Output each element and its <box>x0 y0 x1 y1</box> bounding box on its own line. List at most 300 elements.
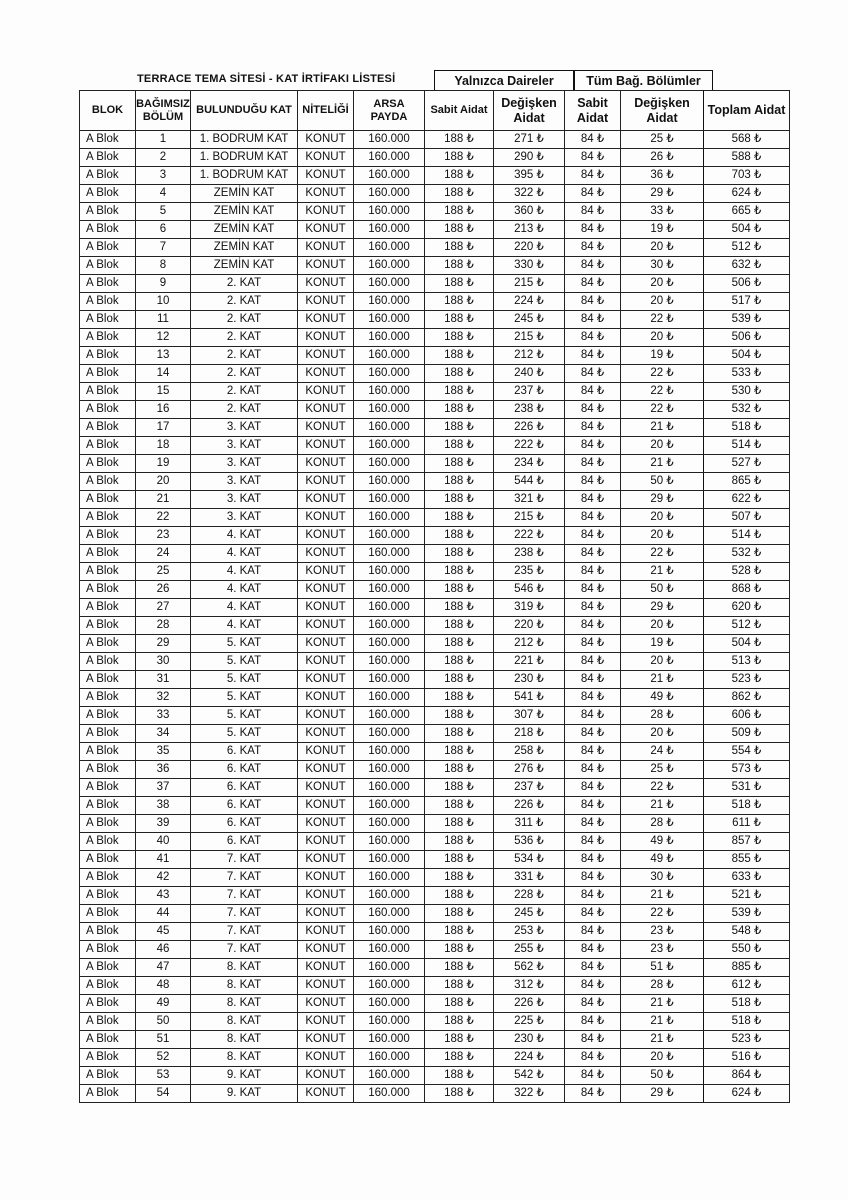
cell-degisken-aidat-tum: 22 ₺ <box>621 401 704 419</box>
table-row <box>80 401 790 419</box>
cell-bagimsiz-bolum: 41 <box>136 851 191 869</box>
cell-degisken-aidat-daireler: 360 ₺ <box>494 203 565 221</box>
cell-sabit-aidat-daireler: 188 ₺ <box>425 149 494 167</box>
cell-blok: A Blok <box>80 779 136 797</box>
cell-toplam-aidat: 513 ₺ <box>704 653 790 671</box>
cell-bagimsiz-bolum: 48 <box>136 977 191 995</box>
cell-degisken-aidat-daireler: 307 ₺ <box>494 707 565 725</box>
cell-degisken-aidat-daireler: 240 ₺ <box>494 365 565 383</box>
table-row <box>80 563 790 581</box>
cell-degisken-aidat-daireler: 319 ₺ <box>494 599 565 617</box>
cell-sabit-aidat-daireler: 188 ₺ <box>425 671 494 689</box>
cell-toplam-aidat: 507 ₺ <box>704 509 790 527</box>
cell-arsa-payda: 160.000 <box>354 851 425 869</box>
cell-blok: A Blok <box>80 1067 136 1085</box>
cell-toplam-aidat: 530 ₺ <box>704 383 790 401</box>
cell-arsa-payda: 160.000 <box>354 293 425 311</box>
cell-sabit-aidat-daireler: 188 ₺ <box>425 779 494 797</box>
cell-degisken-aidat-tum: 20 ₺ <box>621 275 704 293</box>
cell-bulundugu-kat: 7. KAT <box>191 923 298 941</box>
cell-bagimsiz-bolum: 24 <box>136 545 191 563</box>
cell-degisken-aidat-daireler: 212 ₺ <box>494 635 565 653</box>
cell-bagimsiz-bolum: 25 <box>136 563 191 581</box>
cell-bulundugu-kat: 2. KAT <box>191 275 298 293</box>
cell-toplam-aidat: 703 ₺ <box>704 167 790 185</box>
table-row <box>80 149 790 167</box>
cell-blok: A Blok <box>80 221 136 239</box>
cell-sabit-aidat-tum: 84 ₺ <box>565 275 621 293</box>
cell-toplam-aidat: 532 ₺ <box>704 401 790 419</box>
cell-niteligi: KONUT <box>298 1013 354 1031</box>
cell-toplam-aidat: 868 ₺ <box>704 581 790 599</box>
cell-degisken-aidat-tum: 23 ₺ <box>621 941 704 959</box>
cell-sabit-aidat-daireler: 188 ₺ <box>425 581 494 599</box>
cell-arsa-payda: 160.000 <box>354 671 425 689</box>
cell-degisken-aidat-daireler: 542 ₺ <box>494 1067 565 1085</box>
cell-bagimsiz-bolum: 51 <box>136 1031 191 1049</box>
cell-degisken-aidat-daireler: 215 ₺ <box>494 329 565 347</box>
cell-toplam-aidat: 517 ₺ <box>704 293 790 311</box>
cell-degisken-aidat-tum: 29 ₺ <box>621 185 704 203</box>
cell-toplam-aidat: 509 ₺ <box>704 725 790 743</box>
cell-degisken-aidat-daireler: 230 ₺ <box>494 1031 565 1049</box>
cell-sabit-aidat-daireler: 188 ₺ <box>425 239 494 257</box>
cell-arsa-payda: 160.000 <box>354 977 425 995</box>
cell-toplam-aidat: 523 ₺ <box>704 671 790 689</box>
cell-sabit-aidat-daireler: 188 ₺ <box>425 419 494 437</box>
col-header-degisken-aidat-daireler: Değişken Aidat <box>494 91 565 131</box>
cell-bulundugu-kat: 4. KAT <box>191 563 298 581</box>
cell-degisken-aidat-tum: 21 ₺ <box>621 1013 704 1031</box>
table-row <box>80 941 790 959</box>
cell-degisken-aidat-daireler: 258 ₺ <box>494 743 565 761</box>
cell-sabit-aidat-tum: 84 ₺ <box>565 887 621 905</box>
cell-niteligi: KONUT <box>298 851 354 869</box>
cell-degisken-aidat-tum: 28 ₺ <box>621 707 704 725</box>
cell-sabit-aidat-tum: 84 ₺ <box>565 401 621 419</box>
cell-arsa-payda: 160.000 <box>354 815 425 833</box>
cell-arsa-payda: 160.000 <box>354 1031 425 1049</box>
col-header-niteligi: NİTELİĞİ <box>298 91 354 131</box>
cell-bulundugu-kat: ZEMİN KAT <box>191 257 298 275</box>
cell-niteligi: KONUT <box>298 401 354 419</box>
cell-degisken-aidat-daireler: 237 ₺ <box>494 779 565 797</box>
cell-arsa-payda: 160.000 <box>354 275 425 293</box>
cell-degisken-aidat-daireler: 253 ₺ <box>494 923 565 941</box>
col-header-toplam-aidat: Toplam Aidat <box>704 91 790 131</box>
cell-degisken-aidat-tum: 22 ₺ <box>621 545 704 563</box>
cell-arsa-payda: 160.000 <box>354 383 425 401</box>
cell-sabit-aidat-tum: 84 ₺ <box>565 869 621 887</box>
table-row <box>80 365 790 383</box>
cell-niteligi: KONUT <box>298 527 354 545</box>
cell-sabit-aidat-tum: 84 ₺ <box>565 995 621 1013</box>
cell-arsa-payda: 160.000 <box>354 959 425 977</box>
cell-bulundugu-kat: 4. KAT <box>191 545 298 563</box>
cell-blok: A Blok <box>80 437 136 455</box>
table-row <box>80 1085 790 1103</box>
table-row <box>80 779 790 797</box>
cell-arsa-payda: 160.000 <box>354 905 425 923</box>
table-row <box>80 707 790 725</box>
cell-degisken-aidat-daireler: 311 ₺ <box>494 815 565 833</box>
cell-niteligi: KONUT <box>298 995 354 1013</box>
cell-toplam-aidat: 531 ₺ <box>704 779 790 797</box>
cell-niteligi: KONUT <box>298 707 354 725</box>
cell-toplam-aidat: 624 ₺ <box>704 185 790 203</box>
cell-degisken-aidat-daireler: 234 ₺ <box>494 455 565 473</box>
cell-sabit-aidat-daireler: 188 ₺ <box>425 707 494 725</box>
cell-niteligi: KONUT <box>298 275 354 293</box>
cell-arsa-payda: 160.000 <box>354 887 425 905</box>
cell-blok: A Blok <box>80 995 136 1013</box>
cell-blok: A Blok <box>80 563 136 581</box>
table-row <box>80 293 790 311</box>
kat-irtifaki-sheet <box>79 70 790 1103</box>
cell-toplam-aidat: 862 ₺ <box>704 689 790 707</box>
cell-niteligi: KONUT <box>298 563 354 581</box>
cell-bagimsiz-bolum: 7 <box>136 239 191 257</box>
table-row <box>80 815 790 833</box>
cell-degisken-aidat-daireler: 226 ₺ <box>494 995 565 1013</box>
cell-blok: A Blok <box>80 653 136 671</box>
cell-bagimsiz-bolum: 54 <box>136 1085 191 1103</box>
cell-niteligi: KONUT <box>298 653 354 671</box>
cell-sabit-aidat-tum: 84 ₺ <box>565 635 621 653</box>
cell-bulundugu-kat: 9. KAT <box>191 1067 298 1085</box>
cell-degisken-aidat-tum: 33 ₺ <box>621 203 704 221</box>
cell-degisken-aidat-daireler: 222 ₺ <box>494 527 565 545</box>
cell-niteligi: KONUT <box>298 599 354 617</box>
table-header-row <box>80 91 790 131</box>
table-row <box>80 239 790 257</box>
cell-degisken-aidat-daireler: 271 ₺ <box>494 131 565 149</box>
cell-degisken-aidat-daireler: 541 ₺ <box>494 689 565 707</box>
cell-sabit-aidat-daireler: 188 ₺ <box>425 869 494 887</box>
cell-sabit-aidat-tum: 84 ₺ <box>565 815 621 833</box>
cell-blok: A Blok <box>80 401 136 419</box>
cell-blok: A Blok <box>80 635 136 653</box>
cell-arsa-payda: 160.000 <box>354 329 425 347</box>
cell-degisken-aidat-tum: 49 ₺ <box>621 851 704 869</box>
cell-niteligi: KONUT <box>298 293 354 311</box>
cell-bagimsiz-bolum: 15 <box>136 383 191 401</box>
cell-niteligi: KONUT <box>298 203 354 221</box>
cell-degisken-aidat-daireler: 221 ₺ <box>494 653 565 671</box>
cell-bagimsiz-bolum: 38 <box>136 797 191 815</box>
cell-degisken-aidat-tum: 49 ₺ <box>621 689 704 707</box>
cell-sabit-aidat-tum: 84 ₺ <box>565 527 621 545</box>
cell-arsa-payda: 160.000 <box>354 455 425 473</box>
cell-sabit-aidat-daireler: 188 ₺ <box>425 455 494 473</box>
table-row <box>80 491 790 509</box>
cell-arsa-payda: 160.000 <box>354 239 425 257</box>
cell-degisken-aidat-tum: 50 ₺ <box>621 581 704 599</box>
cell-sabit-aidat-tum: 84 ₺ <box>565 329 621 347</box>
cell-arsa-payda: 160.000 <box>354 779 425 797</box>
cell-arsa-payda: 160.000 <box>354 563 425 581</box>
cell-niteligi: KONUT <box>298 959 354 977</box>
cell-bulundugu-kat: 5. KAT <box>191 689 298 707</box>
cell-toplam-aidat: 516 ₺ <box>704 1049 790 1067</box>
cell-bulundugu-kat: 9. KAT <box>191 1085 298 1103</box>
cell-degisken-aidat-daireler: 312 ₺ <box>494 977 565 995</box>
cell-niteligi: KONUT <box>298 167 354 185</box>
cell-degisken-aidat-tum: 21 ₺ <box>621 455 704 473</box>
cell-niteligi: KONUT <box>298 1049 354 1067</box>
cell-sabit-aidat-tum: 84 ₺ <box>565 257 621 275</box>
cell-sabit-aidat-tum: 84 ₺ <box>565 941 621 959</box>
cell-bagimsiz-bolum: 1 <box>136 131 191 149</box>
cell-arsa-payda: 160.000 <box>354 527 425 545</box>
cell-toplam-aidat: 518 ₺ <box>704 797 790 815</box>
cell-bulundugu-kat: 3. KAT <box>191 455 298 473</box>
cell-bagimsiz-bolum: 10 <box>136 293 191 311</box>
col-header-bulundugu-kat: BULUNDUĞU KAT <box>191 91 298 131</box>
table-row <box>80 869 790 887</box>
cell-degisken-aidat-daireler: 224 ₺ <box>494 293 565 311</box>
cell-degisken-aidat-daireler: 290 ₺ <box>494 149 565 167</box>
cell-sabit-aidat-daireler: 188 ₺ <box>425 221 494 239</box>
table-row <box>80 797 790 815</box>
cell-toplam-aidat: 506 ₺ <box>704 275 790 293</box>
cell-degisken-aidat-daireler: 218 ₺ <box>494 725 565 743</box>
cell-bagimsiz-bolum: 14 <box>136 365 191 383</box>
cell-sabit-aidat-tum: 84 ₺ <box>565 185 621 203</box>
cell-bulundugu-kat: 2. KAT <box>191 311 298 329</box>
cell-toplam-aidat: 885 ₺ <box>704 959 790 977</box>
cell-bagimsiz-bolum: 6 <box>136 221 191 239</box>
cell-arsa-payda: 160.000 <box>354 725 425 743</box>
cell-sabit-aidat-daireler: 188 ₺ <box>425 887 494 905</box>
cell-bulundugu-kat: 3. KAT <box>191 473 298 491</box>
cell-degisken-aidat-tum: 29 ₺ <box>621 599 704 617</box>
table-row <box>80 635 790 653</box>
table-row <box>80 545 790 563</box>
cell-blok: A Blok <box>80 1085 136 1103</box>
cell-toplam-aidat: 665 ₺ <box>704 203 790 221</box>
cell-degisken-aidat-tum: 20 ₺ <box>621 527 704 545</box>
cell-arsa-payda: 160.000 <box>354 581 425 599</box>
cell-arsa-payda: 160.000 <box>354 185 425 203</box>
cell-degisken-aidat-daireler: 245 ₺ <box>494 905 565 923</box>
col-header-sabit-aidat-daireler: Sabit Aidat <box>425 91 494 131</box>
cell-sabit-aidat-daireler: 188 ₺ <box>425 797 494 815</box>
cell-arsa-payda: 160.000 <box>354 473 425 491</box>
cell-bagimsiz-bolum: 5 <box>136 203 191 221</box>
cell-bagimsiz-bolum: 18 <box>136 437 191 455</box>
cell-bagimsiz-bolum: 52 <box>136 1049 191 1067</box>
cell-toplam-aidat: 539 ₺ <box>704 311 790 329</box>
cell-bagimsiz-bolum: 23 <box>136 527 191 545</box>
cell-niteligi: KONUT <box>298 131 354 149</box>
cell-sabit-aidat-daireler: 188 ₺ <box>425 743 494 761</box>
cell-blok: A Blok <box>80 329 136 347</box>
cell-bagimsiz-bolum: 31 <box>136 671 191 689</box>
cell-toplam-aidat: 527 ₺ <box>704 455 790 473</box>
cell-arsa-payda: 160.000 <box>354 923 425 941</box>
cell-sabit-aidat-daireler: 188 ₺ <box>425 635 494 653</box>
cell-blok: A Blok <box>80 815 136 833</box>
table-row <box>80 347 790 365</box>
cell-arsa-payda: 160.000 <box>354 761 425 779</box>
cell-blok: A Blok <box>80 941 136 959</box>
cell-degisken-aidat-tum: 21 ₺ <box>621 419 704 437</box>
cell-niteligi: KONUT <box>298 1085 354 1103</box>
cell-niteligi: KONUT <box>298 797 354 815</box>
cell-degisken-aidat-daireler: 330 ₺ <box>494 257 565 275</box>
cell-bulundugu-kat: 8. KAT <box>191 959 298 977</box>
cell-sabit-aidat-tum: 84 ₺ <box>565 491 621 509</box>
cell-arsa-payda: 160.000 <box>354 401 425 419</box>
cell-bulundugu-kat: 2. KAT <box>191 365 298 383</box>
cell-bagimsiz-bolum: 39 <box>136 815 191 833</box>
cell-niteligi: KONUT <box>298 545 354 563</box>
cell-arsa-payda: 160.000 <box>354 203 425 221</box>
cell-sabit-aidat-daireler: 188 ₺ <box>425 491 494 509</box>
cell-sabit-aidat-tum: 84 ₺ <box>565 239 621 257</box>
cell-sabit-aidat-daireler: 188 ₺ <box>425 941 494 959</box>
cell-sabit-aidat-tum: 84 ₺ <box>565 203 621 221</box>
cell-degisken-aidat-tum: 19 ₺ <box>621 635 704 653</box>
cell-sabit-aidat-daireler: 188 ₺ <box>425 1067 494 1085</box>
table-row <box>80 1067 790 1085</box>
cell-bulundugu-kat: 4. KAT <box>191 599 298 617</box>
cell-blok: A Blok <box>80 689 136 707</box>
cell-sabit-aidat-daireler: 188 ₺ <box>425 653 494 671</box>
cell-bulundugu-kat: 8. KAT <box>191 995 298 1013</box>
cell-arsa-payda: 160.000 <box>354 995 425 1013</box>
cell-blok: A Blok <box>80 581 136 599</box>
cell-toplam-aidat: 532 ₺ <box>704 545 790 563</box>
cell-toplam-aidat: 550 ₺ <box>704 941 790 959</box>
cell-toplam-aidat: 611 ₺ <box>704 815 790 833</box>
cell-bagimsiz-bolum: 28 <box>136 617 191 635</box>
cell-blok: A Blok <box>80 149 136 167</box>
cell-bagimsiz-bolum: 42 <box>136 869 191 887</box>
cell-bagimsiz-bolum: 46 <box>136 941 191 959</box>
cell-degisken-aidat-tum: 21 ₺ <box>621 1031 704 1049</box>
cell-arsa-payda: 160.000 <box>354 437 425 455</box>
table-row <box>80 1049 790 1067</box>
cell-degisken-aidat-tum: 25 ₺ <box>621 761 704 779</box>
cell-bagimsiz-bolum: 50 <box>136 1013 191 1031</box>
title-row <box>79 70 789 90</box>
cell-degisken-aidat-daireler: 213 ₺ <box>494 221 565 239</box>
cell-degisken-aidat-daireler: 238 ₺ <box>494 401 565 419</box>
cell-niteligi: KONUT <box>298 635 354 653</box>
cell-toplam-aidat: 548 ₺ <box>704 923 790 941</box>
cell-toplam-aidat: 855 ₺ <box>704 851 790 869</box>
cell-bagimsiz-bolum: 37 <box>136 779 191 797</box>
aidat-table <box>79 90 790 1103</box>
table-row <box>80 581 790 599</box>
cell-degisken-aidat-tum: 22 ₺ <box>621 905 704 923</box>
cell-bagimsiz-bolum: 8 <box>136 257 191 275</box>
cell-sabit-aidat-tum: 84 ₺ <box>565 779 621 797</box>
cell-degisken-aidat-tum: 20 ₺ <box>621 725 704 743</box>
cell-niteligi: KONUT <box>298 689 354 707</box>
cell-niteligi: KONUT <box>298 239 354 257</box>
cell-degisken-aidat-tum: 20 ₺ <box>621 653 704 671</box>
cell-toplam-aidat: 865 ₺ <box>704 473 790 491</box>
cell-bulundugu-kat: 4. KAT <box>191 617 298 635</box>
table-row <box>80 437 790 455</box>
cell-arsa-payda: 160.000 <box>354 1067 425 1085</box>
table-row <box>80 275 790 293</box>
cell-toplam-aidat: 518 ₺ <box>704 995 790 1013</box>
cell-bulundugu-kat: 5. KAT <box>191 671 298 689</box>
cell-arsa-payda: 160.000 <box>354 365 425 383</box>
cell-niteligi: KONUT <box>298 1067 354 1085</box>
cell-toplam-aidat: 533 ₺ <box>704 365 790 383</box>
cell-niteligi: KONUT <box>298 437 354 455</box>
cell-degisken-aidat-daireler: 215 ₺ <box>494 275 565 293</box>
cell-sabit-aidat-tum: 84 ₺ <box>565 905 621 923</box>
cell-bagimsiz-bolum: 17 <box>136 419 191 437</box>
cell-sabit-aidat-daireler: 188 ₺ <box>425 293 494 311</box>
cell-degisken-aidat-daireler: 235 ₺ <box>494 563 565 581</box>
cell-sabit-aidat-tum: 84 ₺ <box>565 383 621 401</box>
cell-blok: A Blok <box>80 707 136 725</box>
cell-blok: A Blok <box>80 833 136 851</box>
cell-blok: A Blok <box>80 851 136 869</box>
cell-niteligi: KONUT <box>298 311 354 329</box>
cell-bulundugu-kat: 8. KAT <box>191 1031 298 1049</box>
cell-niteligi: KONUT <box>298 347 354 365</box>
table-row <box>80 653 790 671</box>
cell-sabit-aidat-tum: 84 ₺ <box>565 617 621 635</box>
cell-arsa-payda: 160.000 <box>354 617 425 635</box>
cell-blok: A Blok <box>80 203 136 221</box>
cell-degisken-aidat-tum: 23 ₺ <box>621 923 704 941</box>
cell-bagimsiz-bolum: 29 <box>136 635 191 653</box>
cell-sabit-aidat-daireler: 188 ₺ <box>425 383 494 401</box>
cell-degisken-aidat-daireler: 226 ₺ <box>494 419 565 437</box>
cell-sabit-aidat-daireler: 188 ₺ <box>425 347 494 365</box>
cell-sabit-aidat-daireler: 188 ₺ <box>425 995 494 1013</box>
cell-sabit-aidat-daireler: 188 ₺ <box>425 329 494 347</box>
table-row <box>80 455 790 473</box>
table-row <box>80 185 790 203</box>
table-row <box>80 959 790 977</box>
cell-toplam-aidat: 573 ₺ <box>704 761 790 779</box>
cell-toplam-aidat: 504 ₺ <box>704 635 790 653</box>
cell-bulundugu-kat: 2. KAT <box>191 293 298 311</box>
cell-arsa-payda: 160.000 <box>354 167 425 185</box>
cell-sabit-aidat-daireler: 188 ₺ <box>425 167 494 185</box>
cell-sabit-aidat-daireler: 188 ₺ <box>425 437 494 455</box>
cell-arsa-payda: 160.000 <box>354 1085 425 1103</box>
table-row <box>80 1031 790 1049</box>
cell-degisken-aidat-tum: 29 ₺ <box>621 1085 704 1103</box>
cell-degisken-aidat-tum: 20 ₺ <box>621 509 704 527</box>
cell-bulundugu-kat: 6. KAT <box>191 833 298 851</box>
cell-degisken-aidat-daireler: 536 ₺ <box>494 833 565 851</box>
cell-degisken-aidat-daireler: 255 ₺ <box>494 941 565 959</box>
table-row <box>80 725 790 743</box>
cell-arsa-payda: 160.000 <box>354 257 425 275</box>
cell-toplam-aidat: 539 ₺ <box>704 905 790 923</box>
cell-niteligi: KONUT <box>298 617 354 635</box>
cell-bulundugu-kat: 7. KAT <box>191 941 298 959</box>
cell-bulundugu-kat: 7. KAT <box>191 851 298 869</box>
cell-blok: A Blok <box>80 275 136 293</box>
cell-niteligi: KONUT <box>298 581 354 599</box>
cell-toplam-aidat: 554 ₺ <box>704 743 790 761</box>
cell-bulundugu-kat: ZEMİN KAT <box>191 239 298 257</box>
cell-arsa-payda: 160.000 <box>354 509 425 527</box>
